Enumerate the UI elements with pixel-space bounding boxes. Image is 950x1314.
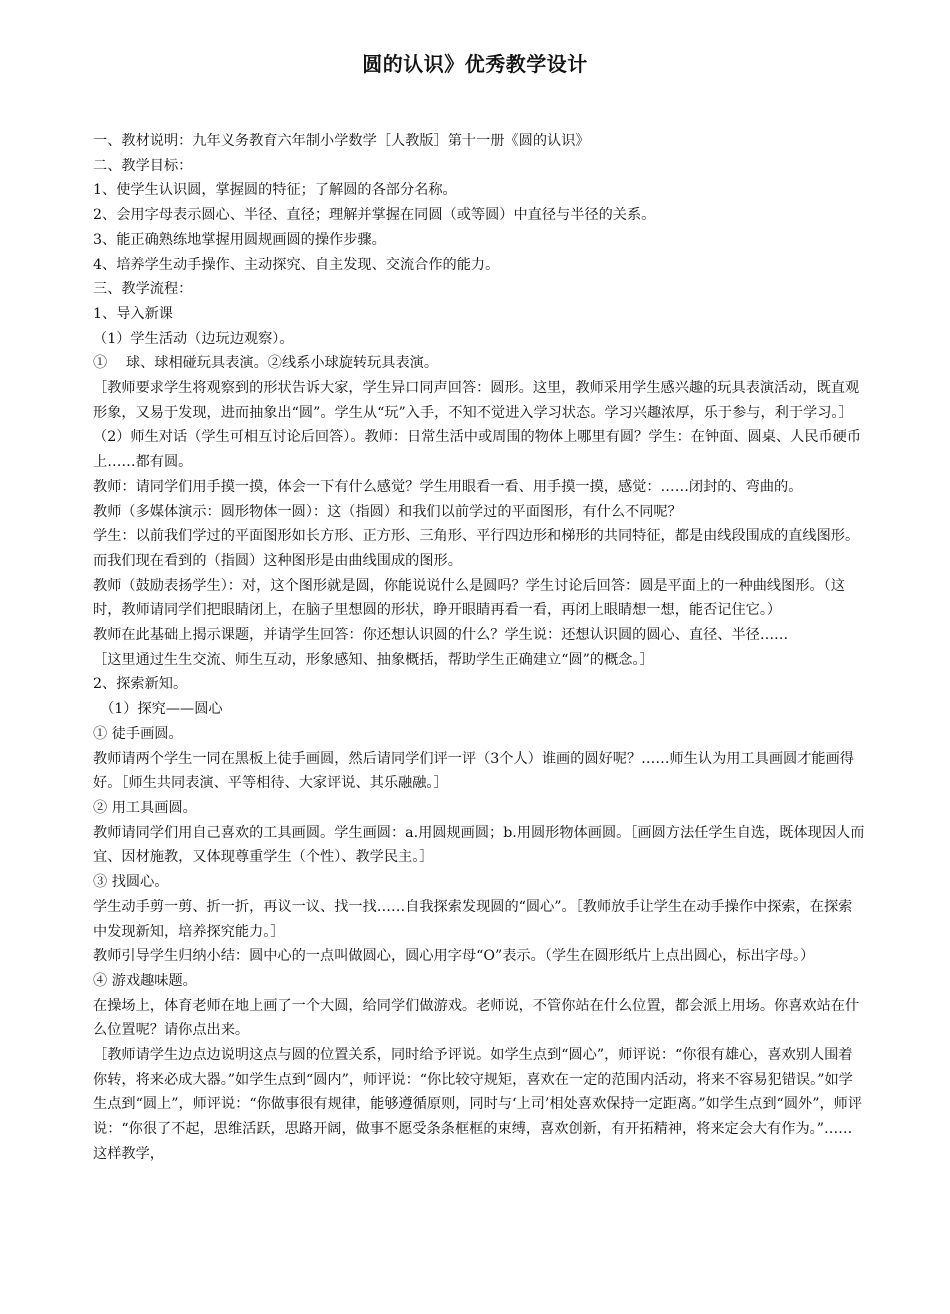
paragraph: 1、使学生认识圆，掌握圆的特征；了解圆的各部分名称。 (93, 182, 457, 199)
paragraph: 教师请同学们用自己喜欢的工具画圆。学生画圆：a.用圆规画圆；b.用圆形物体画圆。［画圆方法任学生自选，既体现因人而宜、因材施教，又体现尊重学生（个性）、教学民主。］ (93, 824, 865, 866)
paragraph: 学生：以前我们学过的平面图形如长方形、正方形、三角形、平行四边形和梯形的共同特征，都是由线段围成的直线图形。而我们现在看到的（指圆）这种图形是由曲线围成的图形。 (93, 528, 860, 569)
paragraph: 在操场上，体育老师在地上画了一个大圆，给同学们做游戏。老师说，不管你站在什么位置，都会派上用场。你喜欢站在什么位置呢？请你点出来。 (93, 997, 860, 1039)
paragraph: 一、教材说明：九年义务教育六年制小学数学［人教版］第十一册《圆的认识》 (93, 133, 590, 149)
paragraph: 2、会用字母表示圆心、半径、直径；理解并掌握在同圆（或等圆）中直径与半径的关系。 (93, 207, 656, 224)
paragraph: 2、探索新知。 (93, 676, 188, 693)
paragraph: 1、导入新课 (93, 305, 173, 322)
document-title: 圆的认识》优秀教学设计 (362, 52, 588, 76)
paragraph: （1）学生活动（边玩边观察）。 (93, 330, 294, 347)
paragraph: 二、教学目标： (93, 157, 193, 174)
paragraph: 教师（多媒体演示：圆形物体一圆）：这（指圆）和我们以前学过的平面图形，有什么不同呢？ (93, 503, 682, 520)
paragraph: ③ 找圆心。 (93, 874, 169, 891)
document-body (93, 129, 865, 1167)
paragraph: ① 球、球相碰玩具表演。②线系小球旋转玩具表演。 (93, 355, 439, 372)
paragraph: ［教师要求学生将观察到的形状告诉大家，学生异口同声回答：圆形。这里，教师采用学生感兴趣的玩具表演活动，既直观形象，又易于发现，进而抽象出“圆”。学生从“玩”入手，不知不觉进入学习状态。学习兴趣浓厚，乐于参与，利于学习。］ (93, 380, 860, 421)
paragraph: ② 用工具画圆。 (93, 799, 197, 816)
paragraph: 3、能正确熟练地掌握用圆规画圆的操作步骤。 (93, 231, 386, 248)
paragraph: 4、培养学生动手操作、主动探究、自主发现、交流合作的能力。 (93, 256, 500, 273)
paragraph: ［这里通过生生交流、师生互动，形象感知、抽象概括，帮助学生正确建立“圆”的概念。］ (93, 651, 654, 668)
paragraph: 教师：请同学们用手摸一摸，体会一下有什么感觉？学生用眼看一看、用手摸一摸，感觉：……闭封的、弯曲的。 (93, 478, 803, 495)
paragraph: ① 徒手画圆。 (93, 725, 183, 742)
paragraph: ［教师请学生边点边说明这点与圆的位置关系，同时给予评说。如学生点到“圆心”，师评说：“你很有雄心，喜欢别人围着你转，将来必成大器。”如学生点到“圆内”，师评说：“你比较守规矩，喜欢在一定的范围内活动，将来不容易犯错误。”如学生点到“圆上”，师评说：“你做事很有规律，能够遵循原则，同时与‘上司’相处喜欢保持一定距离。”如学生点到“圆外”，师评说：“你很了不起，思维活跃，思路开阔，做事不愿受条条框框的束缚，喜欢创新，有开拓精神，将来定会大有作为。”……这样教学， (93, 1047, 863, 1162)
paragraph: 教师引导学生归纳小结：圆中心的一点叫做圆心，圆心用字母“O”表示。（学生在圆形纸片上点出圆心，标出字母。） (93, 948, 815, 965)
paragraph: ④ 游戏趣味题。 (93, 972, 197, 989)
paragraph: （2）师生对话（学生可相互讨论后回答）。教师：日常生活中或周围的物体上哪里有圆？学生：在钟面、圆桌、人民币硬币上……都有圆。 (93, 429, 862, 471)
paragraph: （1）探究——圆心 (93, 701, 223, 718)
paragraph: 三、教学流程： (93, 281, 193, 298)
paragraph: 教师请两个学生一同在黑板上徒手画圆，然后请同学们评一评（3个人）谁画的圆好呢？……师生认为用工具画圆才能画得好。［师生共同表演、平等相待、大家评说、其乐融融。］ (93, 750, 854, 792)
paragraph: 教师（鼓励表扬学生）：对，这个图形就是圆，你能说说什么是圆吗？学生讨论后回答：圆是平面上的一种曲线图形。（这时，教师请同学们把眼睛闭上，在脑子里想圆的形状，睁开眼睛再看一看，再闭上眼睛想一想，能否记住它。） (93, 577, 845, 619)
paragraph: 教师在此基础上揭示课题，并请学生回答：你还想认识圆的什么？学生说：还想认识圆的圆心、直径、半径…… (93, 627, 789, 644)
paragraph: 学生动手剪一剪、折一折，再议一议、找一找……自我探索发现圆的“圆心”。［教师放手让学生在动手操作中探索，在探索中发现新知，培养探究能力。］ (93, 898, 853, 940)
